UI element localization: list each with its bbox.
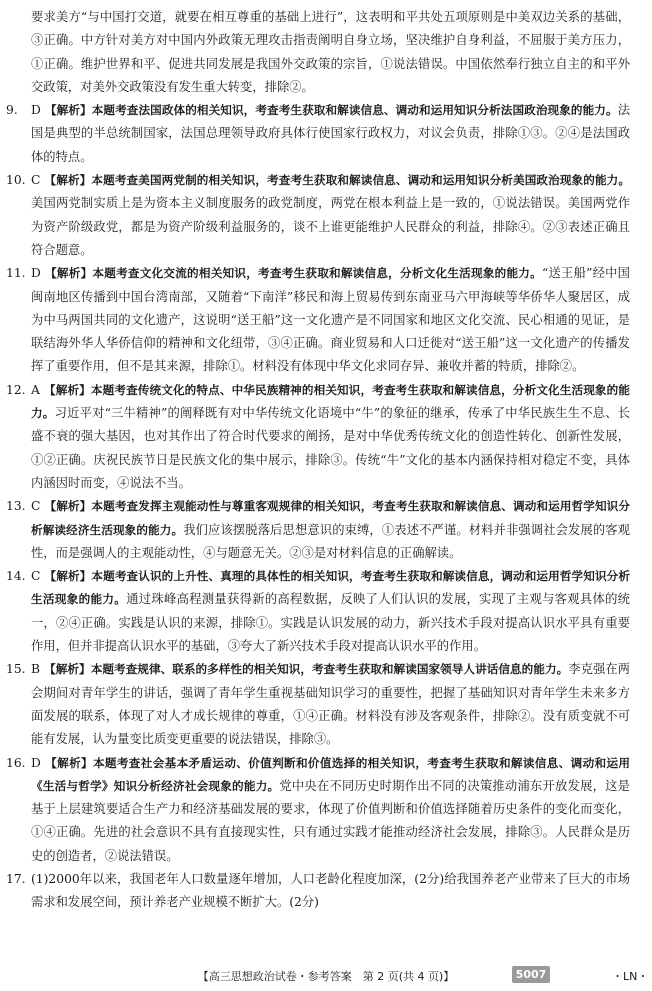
- analysis-tag: 【解析】: [44, 662, 91, 677]
- analysis-body: 通过珠峰高程测量获得新的高程数据，反映了人们认识的发展，实现了主观与客观具体的统一，②④正确。实践是认识的来源，排除①。实践是认识发展的动力，新兴技术手段对提高认识水平具有重要作用，但并非提高认识水平的基础，③夸大了新兴技术手段对提高认识水平的作用。: [31, 592, 630, 654]
- analysis-body: 美国两党制实质上是为资本主义制度服务的政党制度，两党在根本利益上是一致的，①说法错误。美国两党作为资产阶级政党，都是为资产阶级利益服务的，谈不上谁更能维护人民群众的利益，排除④。②③表述正确且符合题意。: [31, 196, 630, 257]
- answer-letter: C: [31, 569, 41, 584]
- analysis-body: “送王船”经中国闽南地区传播到中国台湾南部，又随着“下南洋”移民和海上贸易传到东南亚马六甲海峡等华侨华人聚居区，成为中马两国共同的文化遗产，这说明“送王船”这一文化遗产是不同国家和地区文化交流、民心相通的见证，是联结海外华人华侨信仰的精神和文化纽带，③④正确。商业贸易和人口迁徙对“送王船”这一文化遗产的传播发挥了重要作用，但不是其来源，排除①。材料没有体现中华文化求同存异、兼收并蓄的特质，排除②。: [31, 266, 630, 374]
- footer-region-mark: ・LN・: [612, 970, 649, 983]
- page-footer: [0, 966, 652, 986]
- item-number: 12.: [6, 382, 26, 397]
- analysis-intro: 本题考查文化交流的相关知识，考查考生获取和解读信息，分析文化生活现象的能力。: [92, 266, 542, 281]
- footer-code-badge: 5007: [512, 966, 550, 983]
- item-number: 15.: [6, 662, 26, 677]
- item-number: 16.: [6, 755, 26, 770]
- answer-item: [6, 379, 630, 495]
- item-number: 10.: [6, 173, 26, 188]
- item-number: 17.: [6, 871, 26, 886]
- answer-item: [6, 262, 630, 378]
- analysis-tag: 【解析】: [44, 173, 92, 188]
- analysis-body: (1)2000年以来，我国老年人口数量逐年增加，人口老龄化程度加深，(2分)给我国养老产业带来了巨大的市场需求和发展空间，预计养老产业规模不断扩大。(2分): [31, 871, 630, 910]
- answer-item: [6, 868, 630, 915]
- analysis-intro: 本题考查发挥主观能动性与尊重客观规律的相关知识，考查考生获取和解读信息、调动和运用哲学知识分析解读经济生活现象的能力。: [31, 499, 630, 537]
- item-number: 9.: [6, 103, 18, 118]
- answer-item: [6, 565, 630, 658]
- answer-item: [6, 495, 630, 565]
- analysis-intro: 本题考查社会基本矛盾运动、价值判断和价值选择的相关知识，考查考生获取和解读信息、调动和运用《生活与哲学》知识分析经济社会现象的能力。: [31, 755, 630, 793]
- answer-letter: C: [31, 499, 41, 514]
- analysis-body: 党中央在不同历史时期作出不同的决策推动浦东开放发展，这是基于上层建筑要适合生产力和经济基础发展的要求，体现了价值判断和价值选择随着历史条件的变化而变化，①④正确。先进的社会意识不具有直接现实性，只有通过实践才能推动经济社会发展，排除③。人民群众是历史的创造者，②说法错误。: [31, 778, 630, 863]
- analysis-tag: 【解析】: [44, 266, 93, 281]
- answer-letter: D: [31, 755, 41, 770]
- analysis-intro: 本题考查传统文化的特点、中华民族精神的相关知识，考查考生获取和解读信息，分析文化生活现象的能力。: [31, 382, 630, 421]
- analysis-body: 习近平对“三牛精神”的阐释既有对中华传统文化语境中“牛”的象征的继承，传承了中华民族生生不息、长盛不衰的强大基因，也对其作出了符合时代要求的阐扬，是对中华优秀传统文化的创造性转化、创新性发展，①②正确。庆祝民族节日是民族文化的集中展示，排除③。传统“牛”文化的基本内涵保持相对稳定不变，具体内涵因时而变，④说法不当。: [31, 406, 630, 490]
- analysis-tag: 【解析】: [43, 382, 91, 397]
- answer-letter: D: [31, 266, 41, 281]
- item-number: 13.: [6, 499, 26, 514]
- answer-item: [6, 658, 630, 751]
- analysis-tag: 【解析】: [44, 499, 92, 514]
- analysis-intro: 本题考查规律、联系的多样性的相关知识，考查考生获取和解读国家领导人讲话信息的能力。: [90, 662, 569, 677]
- answer-letter: A: [31, 382, 40, 397]
- item-number: 14.: [6, 569, 26, 584]
- analysis-intro: 本题考查法国政体的相关知识，考查考生获取和解读信息、调动和运用知识分析法国政治现象的能力。: [91, 103, 618, 118]
- answer-letter: C: [31, 173, 41, 188]
- answer-item: [6, 752, 630, 868]
- analysis-tag: 【解析】: [44, 755, 93, 770]
- footer-title: 【高三思想政治试卷・参考答案 第 2 页(共 4 页)】: [197, 970, 455, 983]
- continuation-text: 要求美方“与中国打交道，就要在相互尊重的基础上进行”，这表明和平共处五项原则是中美双边关系的基础，③正确。中方针对美方对中国内外政策无理攻击指责阐明自身立场，坚决维护自身利益，不屈服于美方压力，①正确。维护世界和平、促进共同发展是我国外交政策的宗旨，①说法错误。中国依然奉行独立自主的和平外交政策，对美外交政策没有发生重大转变，排除②。: [31, 10, 630, 94]
- analysis-tag: 【解析】: [44, 103, 92, 118]
- analysis-body: 我们应该摆脱落后思想意识的束缚，①表述不严谨。材料并非强调社会发展的客观性，而是强调人的主观能动性，④与题意无关。②③是对材料信息的正确解读。: [31, 522, 630, 560]
- answer-item: [6, 169, 630, 262]
- answer-item: [6, 99, 630, 169]
- analysis-intro: 本题考查认识的上升性、真理的具体性的相关知识，考查考生获取和解读信息，调动和运用哲学知识分析生活现象的能力。: [31, 569, 630, 607]
- answer-letter: B: [31, 662, 41, 677]
- answer-letter: D: [31, 103, 41, 118]
- analysis-body: 法国是典型的半总统制国家，法国总理领导政府具体行使国家行政权力，对议会负责，排除①③。②④是法国政体的特点。: [31, 103, 630, 164]
- analysis-tag: 【解析】: [44, 569, 92, 584]
- analysis-body: 李克强在两会期间对青年学生的讲话，强调了青年学生重视基础知识学习的重要性，把握了基础知识对青年学生未来多方面发展的联系，体现了对人才成长规律的尊重，①④正确。材料没有涉及客观条件，排除②。没有质变就不可能有发展，认为量变比质变更重要的说法错误，排除③。: [31, 662, 630, 747]
- item-number: 11.: [6, 266, 26, 281]
- analysis-intro: 本题考查美国两党制的相关知识，考查考生获取和解读信息、调动和运用知识分析美国政治现象的能力。: [91, 173, 630, 188]
- answer-list: [6, 99, 630, 914]
